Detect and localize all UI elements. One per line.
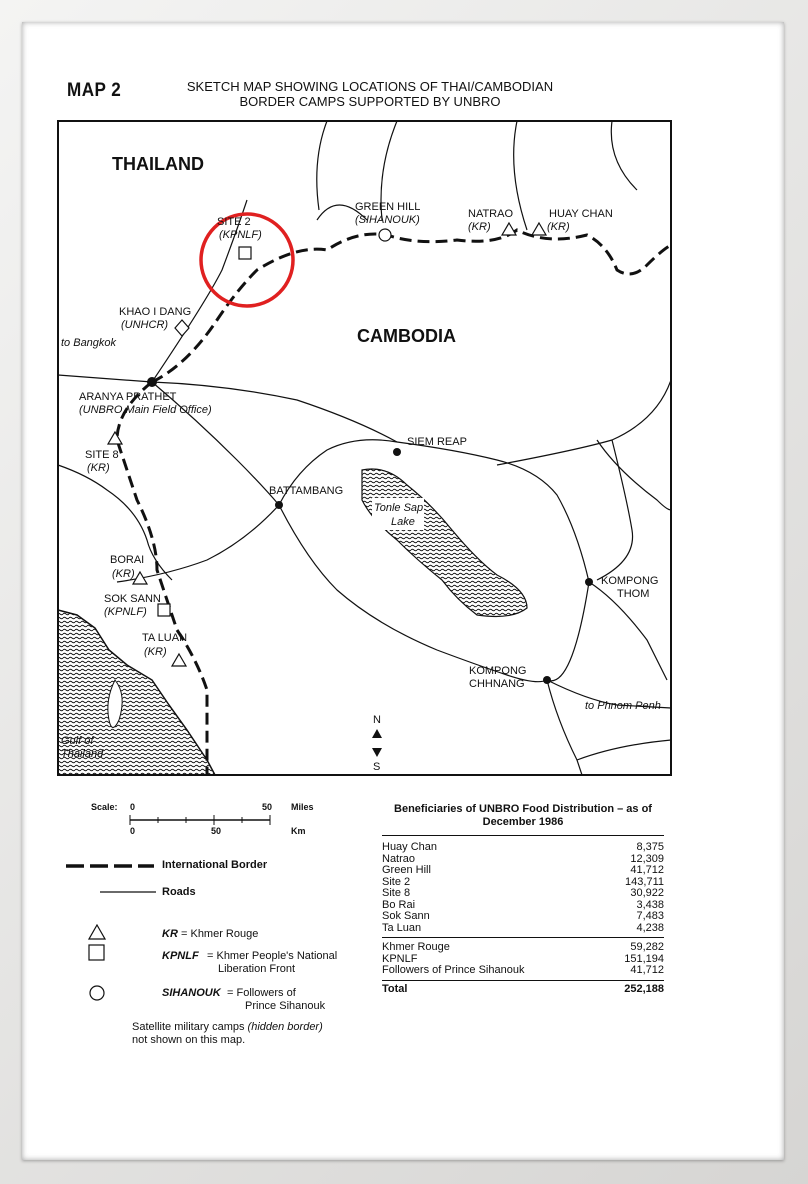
label-site8: SITE 8: [85, 449, 119, 461]
row-name: Natrao: [382, 852, 416, 865]
label-taluan-group: (KR): [144, 646, 167, 658]
label-taluan: TA LUAN: [142, 632, 188, 644]
legend-kr-key: KR: [162, 928, 178, 940]
label-kompongchhnang2: CHHNANG: [469, 678, 525, 690]
greenhill-sihanouk-circle: [379, 229, 391, 241]
total-value: 252,188: [624, 982, 664, 995]
table-row: [382, 942, 664, 954]
label-huaychan: HUAY CHAN: [549, 208, 613, 220]
label-kompongthom2: THOM: [617, 588, 650, 600]
label-borai-group: (KR): [112, 568, 135, 580]
label-site2: SITE 2: [217, 216, 251, 228]
label-soksann-group: (KPNLF): [104, 606, 147, 618]
row-name: KPNLF: [382, 952, 418, 965]
table-title: [382, 803, 664, 829]
town-kompong-chhnang: [543, 676, 551, 684]
row-value: 8,375: [636, 841, 664, 853]
town-aranya-prathet: [147, 377, 157, 387]
row-name: Green Hill: [382, 864, 431, 876]
sihanouk-circle-icon: [88, 984, 106, 1002]
town-siem-reap: [393, 448, 401, 456]
legend-sihanouk-text1: = Followers of: [227, 987, 296, 999]
label-khaoidang: KHAO I DANG: [119, 306, 192, 318]
row-name: Site 2: [382, 875, 411, 888]
group-rows: [382, 942, 664, 977]
map-number: MAP 2: [67, 80, 122, 101]
row-name: Huay Chan: [382, 841, 438, 853]
map-svg: [57, 120, 672, 776]
label-natrao-group: (KR): [468, 221, 491, 233]
row-name: Followers of Prince Sihanouk: [382, 964, 525, 976]
legend-sihanouk-text2: Prince Sihanouk: [245, 1000, 326, 1012]
row-value: 3,438: [636, 898, 664, 911]
label-greenhill: GREEN HILL: [355, 201, 421, 213]
legend-note-line2: not shown on this map.: [132, 1034, 246, 1046]
label-borai: BORAI: [110, 554, 145, 566]
table-row: [382, 865, 664, 877]
row-value: 30,922: [630, 887, 664, 899]
label-lake2: Lake: [391, 516, 415, 528]
legend-note-b: (hidden border): [247, 1021, 323, 1033]
label-siemreap: SIEM REAP: [407, 436, 467, 448]
row-value: 59,282: [630, 941, 664, 953]
label-huaychan-group: (KR): [547, 221, 570, 233]
site2-kpnlf-square: [239, 247, 251, 259]
total-label: Total: [382, 982, 408, 995]
row-value: 7,483: [636, 910, 664, 922]
table-row: [382, 877, 664, 889]
legend-note-line1: [132, 1021, 323, 1033]
label-kompongchhnang1: KOMPONG: [469, 665, 527, 677]
label-site2-group: (KPNLF): [219, 229, 262, 241]
label-thailand: THAILAND: [112, 154, 204, 174]
label-north-s: S: [373, 761, 381, 773]
row-name: Bo Rai: [382, 898, 416, 911]
label-lake1: Tonle Sap: [374, 502, 424, 514]
label-gulf1: Gulf of: [61, 735, 94, 747]
label-cambodia: CAMBODIA: [357, 326, 456, 346]
map-title-line1: SKETCH MAP SHOWING LOCATIONS OF THAI/CAMBODIAN: [186, 79, 554, 94]
legend-sihanouk-key: SIHANOUK: [162, 987, 221, 999]
kr-triangle-icon: [88, 924, 106, 940]
label-to-bangkok: to Bangkok: [61, 337, 117, 349]
table-rule-top: [382, 835, 664, 836]
legend-roads: Roads: [162, 886, 196, 898]
row-value: 151,194: [624, 952, 664, 965]
row-value: 12,309: [630, 852, 664, 865]
table-title-line2: December 1986: [482, 816, 564, 828]
legend-kr-text: = Khmer Rouge: [181, 928, 259, 940]
map-title-line2: BORDER CAMPS SUPPORTED BY UNBRO: [239, 94, 501, 109]
label-aranya-note: (UNBRO Main Field Office): [79, 404, 212, 416]
row-name: Khmer Rouge: [382, 941, 450, 953]
label-khaoidang-group: (UNHCR): [121, 319, 169, 331]
road-symbol: [100, 889, 156, 895]
row-name: Ta Luan: [382, 921, 422, 934]
town-kompong-thom: [585, 578, 593, 586]
legend-kpnlf-text1: = Khmer People's National: [207, 950, 338, 962]
label-battambang: BATTAMBANG: [269, 485, 344, 497]
table-title-line1: Beneficiaries of UNBRO Food Distribution – as of: [394, 803, 652, 815]
table-row: [382, 911, 664, 923]
label-greenhill-group: (SIHANOUK): [355, 214, 420, 226]
label-soksann: SOK SANN: [104, 593, 161, 605]
label-aranya: ARANYA PRATHET: [79, 391, 177, 403]
label-kompongthom1: KOMPONG: [601, 575, 659, 587]
border-symbol: [66, 862, 156, 870]
row-value: 143,711: [625, 875, 664, 888]
legend-kpnlf-text2: Liberation Front: [218, 963, 296, 975]
beneficiaries-table: [382, 803, 664, 995]
table-rule-mid: [382, 937, 664, 938]
label-site8-group: (KR): [87, 462, 110, 474]
label-natrao: NATRAO: [468, 208, 514, 220]
scale-miles-unit: Miles: [291, 802, 314, 812]
row-name: Site 8: [382, 887, 411, 899]
kpnlf-square-icon: [88, 944, 106, 962]
row-value: 41,712: [630, 864, 664, 876]
label-north-n: N: [373, 714, 381, 726]
map-title: [140, 79, 600, 109]
scale-bar: [128, 814, 278, 826]
table-total-row: [382, 984, 664, 996]
legend-kpnlf-key: KPNLF: [162, 950, 199, 962]
scale-km-0: 0: [130, 826, 136, 836]
legend-border: International Border: [162, 859, 268, 871]
sketch-map: [57, 120, 672, 776]
table-row: [382, 965, 664, 977]
scale-label: Scale:: [91, 802, 118, 812]
scale-miles-0: 0: [130, 802, 136, 812]
row-value: 41,712: [630, 964, 664, 976]
table-row: [382, 888, 664, 900]
scale-miles-50: 50: [262, 802, 273, 812]
table-row: [382, 923, 664, 935]
camps-rows: [382, 842, 664, 934]
scale-km-50: 50: [211, 826, 222, 836]
legend-note-a: Satellite military camps: [132, 1021, 248, 1033]
label-to-phnompenh: to Phnom Penh: [585, 700, 661, 712]
table-row: [382, 842, 664, 854]
row-value: 4,238: [636, 921, 664, 934]
soksann-kpnlf-square: [158, 604, 170, 616]
table-rule-bottom: [382, 980, 664, 981]
row-name: Sok Sann: [382, 910, 430, 922]
scale-km-unit: Km: [291, 826, 306, 836]
label-gulf2: Thailand: [61, 748, 104, 760]
town-battambang: [275, 501, 283, 509]
